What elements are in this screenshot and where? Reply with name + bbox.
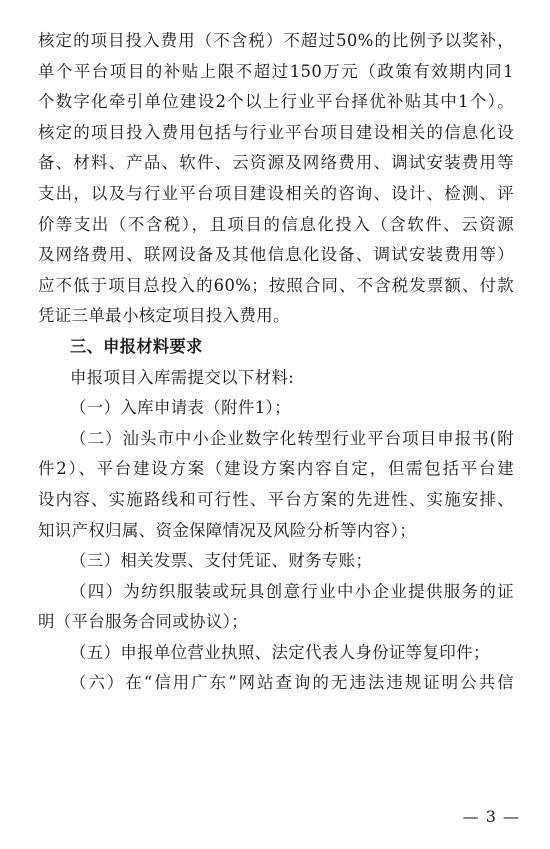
material-item-4-line-1: （四）为纺织服装或玩具创意行业中小企业提供服务的证 bbox=[70, 581, 514, 601]
body-line-7: 价等支出（不含税），且项目的信息化投入（含软件、云资源 bbox=[38, 214, 514, 234]
material-item-2-line-3: 设内容、实施路线和可行性、平台方案的先进性、实施安排、 bbox=[38, 489, 514, 509]
material-item-5: （五）申报单位营业执照、法定代表人身份证等复印件； bbox=[70, 642, 490, 662]
body-line-4: 核定的项目投入费用包括与行业平台项目建设相关的信息化设 bbox=[38, 122, 514, 142]
document-body bbox=[38, 26, 514, 699]
material-item-2-line-4: 知识产权归属、资金保障情况及风险分析等内容）； bbox=[38, 520, 416, 540]
material-item-2-line-2: 件2）、平台建设方案（建设方案内容自定，但需包括平台建 bbox=[38, 459, 514, 479]
section-heading: 三、申报材料要求 bbox=[70, 336, 203, 356]
section-intro: 申报项目入库需提交以下材料: bbox=[70, 367, 295, 387]
material-item-3: （三）相关发票、支付凭证、财务专账； bbox=[70, 551, 373, 571]
body-line-9: 应不低于项目总投入的60%；按照合同、不含税发票额、付款 bbox=[38, 275, 514, 295]
material-item-4-line-2: 明（平台服务合同或协议）； bbox=[38, 612, 249, 632]
body-line-6: 支出，以及与行业平台项目建设相关的咨询、设计、检测、评 bbox=[38, 183, 514, 203]
page-number: — 3 — bbox=[462, 807, 520, 826]
body-line-10: 凭证三单最小核定项目投入费用。 bbox=[38, 306, 290, 326]
body-line-1: 核定的项目投入费用（不含税）不超过50%的比例予以奖补， bbox=[38, 31, 514, 50]
body-line-2: 单个平台项目的补贴上限不超过150万元（政策有效期内同1 bbox=[38, 61, 514, 81]
material-item-6: （六）在“信用广东”网站查询的无违法违规证明公共信 bbox=[70, 673, 514, 693]
material-item-1: （一）入库申请表（附件1）； bbox=[70, 398, 291, 418]
body-line-3: 个数字化牵引单位建设2个以上行业平台择优补贴其中1个）。 bbox=[38, 92, 514, 112]
body-line-5: 备、材料、产品、软件、云资源及网络费用、调试安装费用等 bbox=[38, 153, 514, 173]
material-item-2-line-1: （二）汕头市中小企业数字化转型行业平台项目申报书(附 bbox=[70, 428, 514, 448]
body-line-8: 及网络费用、联网设备及其他信息化设备、调试安装费用等） bbox=[38, 245, 514, 265]
